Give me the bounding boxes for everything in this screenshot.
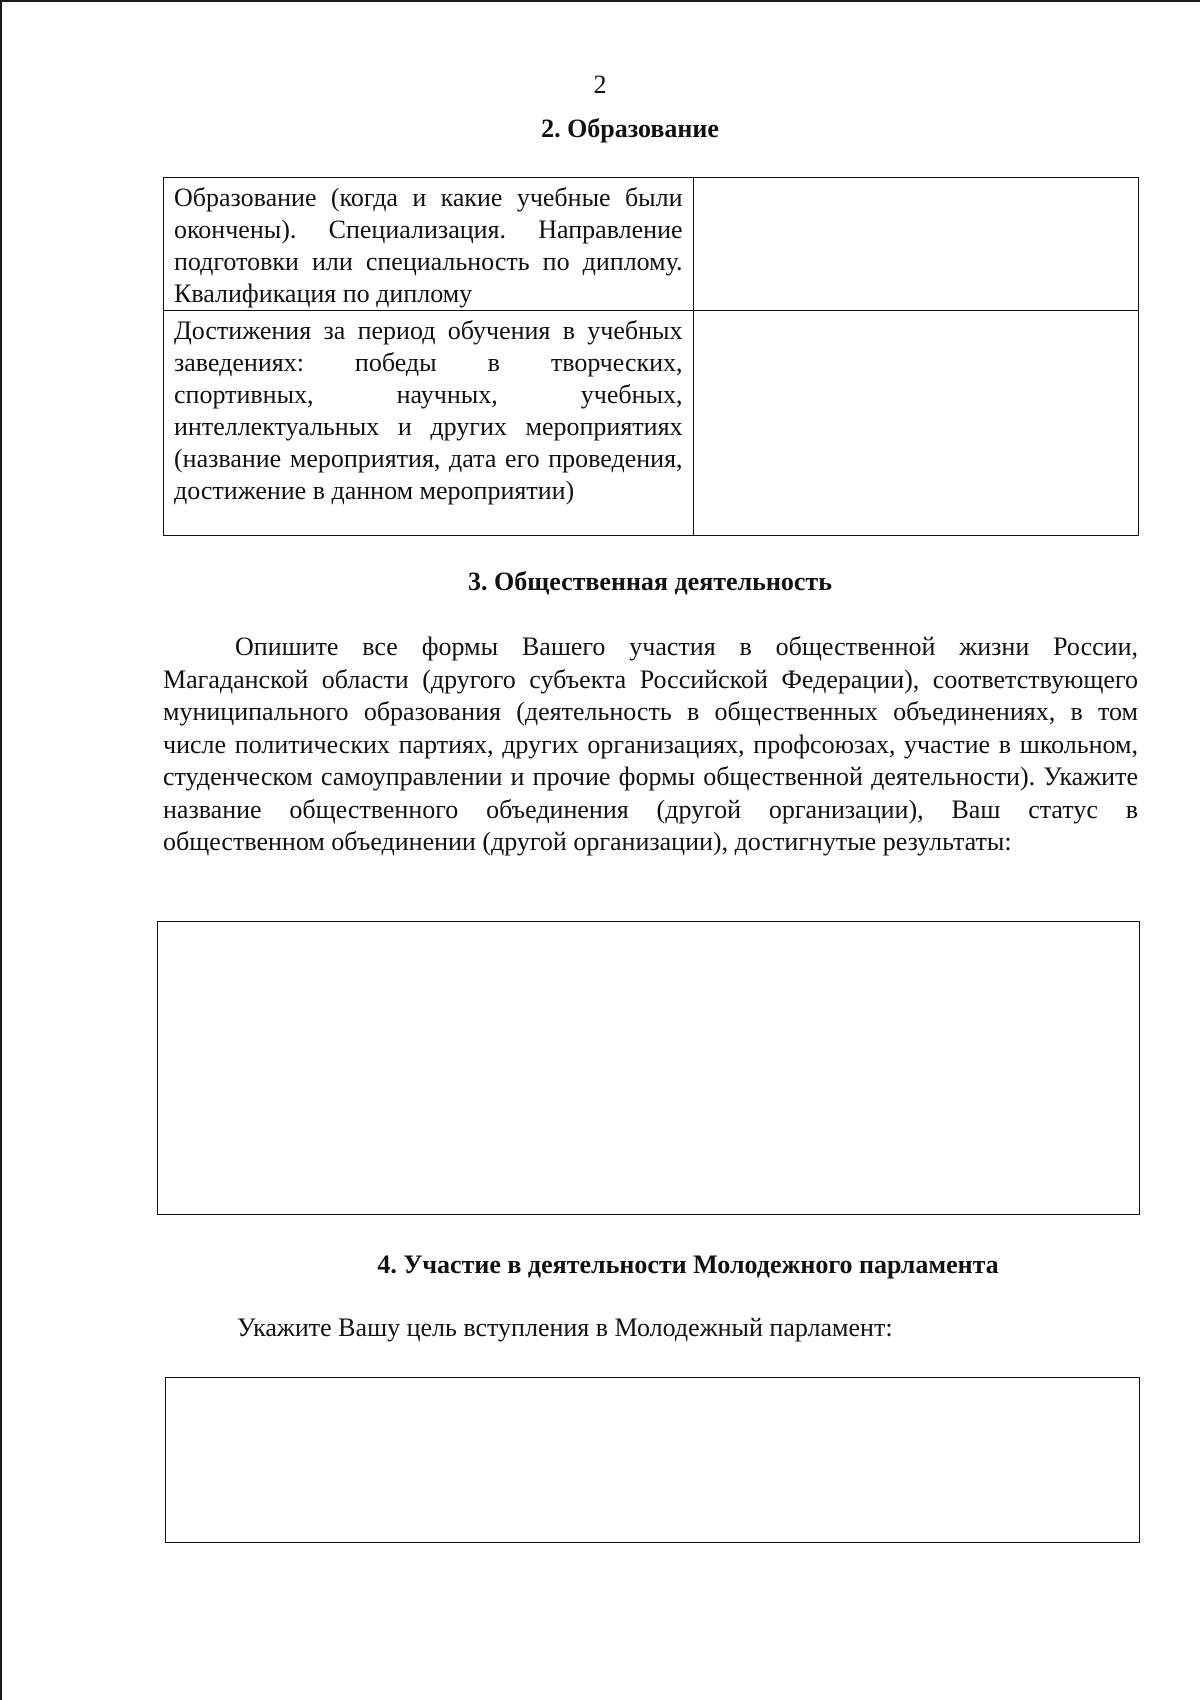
education-answer-field[interactable] [693,178,1138,311]
education-label: Образование (когда и какие учебные были окончены). Специализация. Направление подготовки или специальность по диплому. Квалификация по диплому [164,178,694,311]
section-heading-youth-parliament: 4. Участие в деятельности Молодежного парламента [377,1250,999,1279]
table-row [164,311,1139,536]
section-heading-education: 2. Образование [541,114,719,143]
scan-edge-top [0,0,1200,2]
education-table [163,177,1139,536]
achievements-answer-field[interactable] [693,311,1138,536]
achievements-label: Достижения за период обучения в учебных заведениях: победы в творческих, спортивных, научных, учебных, интеллектуальных и других мероприятиях (название мероприятия, дата его проведения, достижение в данном мероприятии) [164,311,694,536]
youth-parliament-answer-box[interactable] [165,1377,1140,1543]
section-heading-public-activity: 3. Общественная деятельность [468,567,832,596]
public-activity-instruction: Опишите все формы Вашего участия в общественной жизни России, Магаданской области (другого субъекта Российской Федерации), соответствующего муниципального образования (деятельность в общественных объединениях, в том числе политических партиях, других организациях, профсоюзах, участие в школьном, студенческом самоуправлении и прочие формы общественной деятельности). Укажите название общественного объединения (другой организации), Ваш статус в общественном объединении (другой организации), достигнутые результаты: [163,632,1138,856]
page-number: 2 [593,70,607,99]
scan-edge-left [0,0,2,1700]
youth-parliament-instruction: Укажите Вашу цель вступления в Молодежный парламент: [237,1313,893,1342]
public-activity-answer-box[interactable] [157,921,1140,1215]
table-row [164,178,1139,311]
